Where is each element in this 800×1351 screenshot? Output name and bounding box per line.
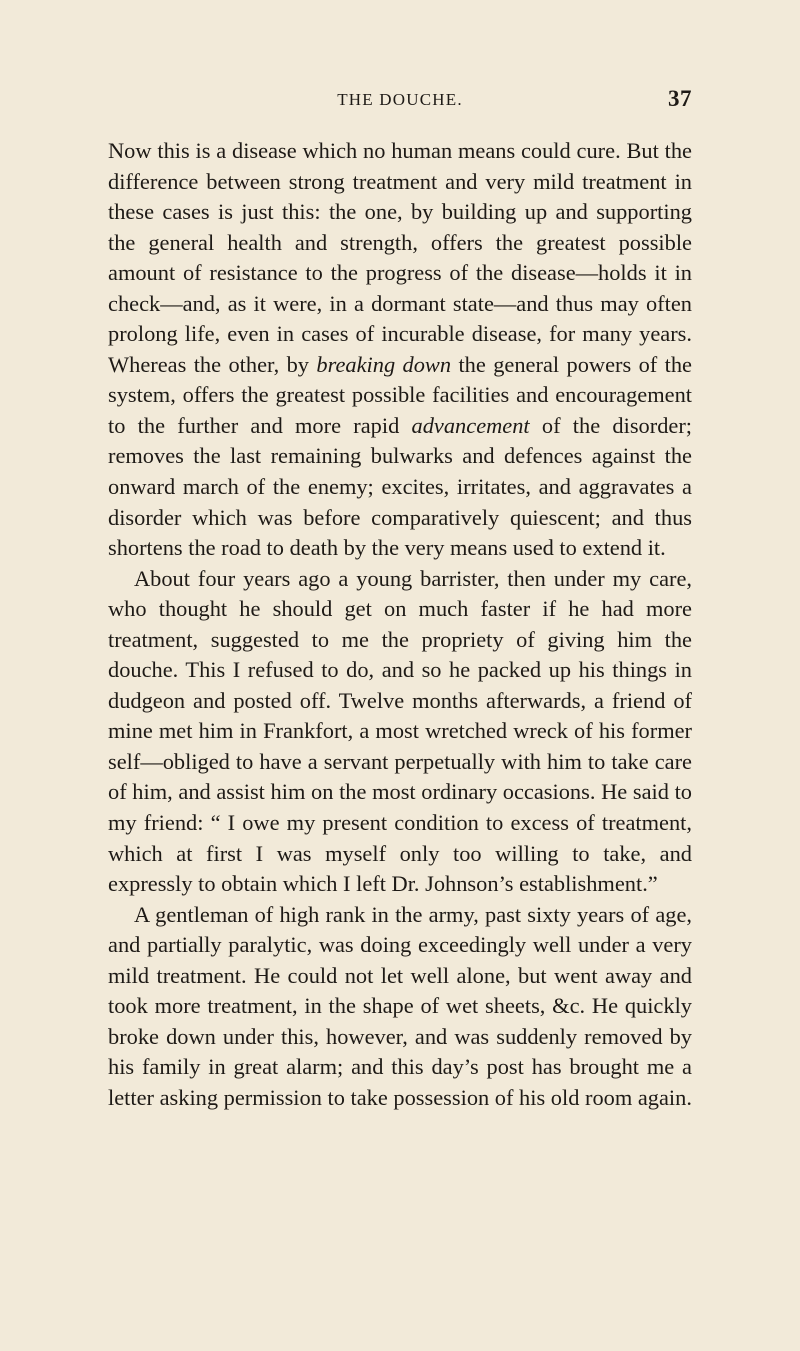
body-text bbox=[108, 136, 692, 1114]
paragraph-2 bbox=[108, 564, 692, 900]
paragraph-1-text-c: of the disorder; removes the last remaining bulwarks and defences against the onward march of the enemy; excites, irritates, and aggravates a disorder which was before comparatively quiescent; and thus shortens the road to death by the very means used to extend it. bbox=[108, 412, 692, 561]
paragraph-2-text: About four years ago a young barrister, then under my care, who thought he should get on much faster if he had more treatment, suggested to me the propriety of giving him the douche. This I refused to do, and so he packed up his things in dudgeon and posted off. Twelve months afterwards, a friend of mine met him in Frankfort, a most wretched wreck of his former self—obliged to have a servant perpetually with him to take care of him, and assist him on the most ordinary occasions. He said to my friend: “ I owe my present condition to excess of treatment, which at first I was myself only too willing to take, and expressly to obtain which I left Dr. Johnson’s establishment.” bbox=[108, 565, 692, 897]
page-number: 37 bbox=[668, 86, 692, 111]
running-title: THE DOUCHE. bbox=[337, 90, 463, 109]
paragraph-1-italic-advancement: advancement bbox=[411, 412, 530, 438]
book-page bbox=[108, 86, 692, 1114]
paragraph-1-italic-breaking-down: breaking down bbox=[316, 351, 452, 377]
paragraph-1-text-b: the general powers of the system, offers the greatest possible facilities and encouragement to the further and more rapid bbox=[108, 351, 692, 438]
paragraph-1-text-a: Now this is a disease which no human means could cure. But the difference between strong treatment and very mild treatment in these cases is just this: the one, by building up and supporting the general health and strength, offers the greatest possible amount of resistance to the progress of the disease—holds it in check—and, as it were, in a dormant state—and thus may often prolong life, even in cases of incurable disease, for many years. Whereas the other, by bbox=[108, 138, 692, 377]
running-head bbox=[108, 86, 692, 116]
paragraph-3 bbox=[108, 900, 692, 1114]
paragraph-3-text: A gentleman of high rank in the army, past sixty years of age, and partially paralytic, was doing exceedingly well under a very mild treatment. He could not let well alone, but went away and took more treatment, in the shape of wet sheets, &c. He quickly broke down under this, however, and was suddenly removed by his family in great alarm; and this day’s post has brought me a letter asking permission to take possession of his old room again. bbox=[108, 901, 692, 1110]
paragraph-1 bbox=[108, 136, 692, 564]
